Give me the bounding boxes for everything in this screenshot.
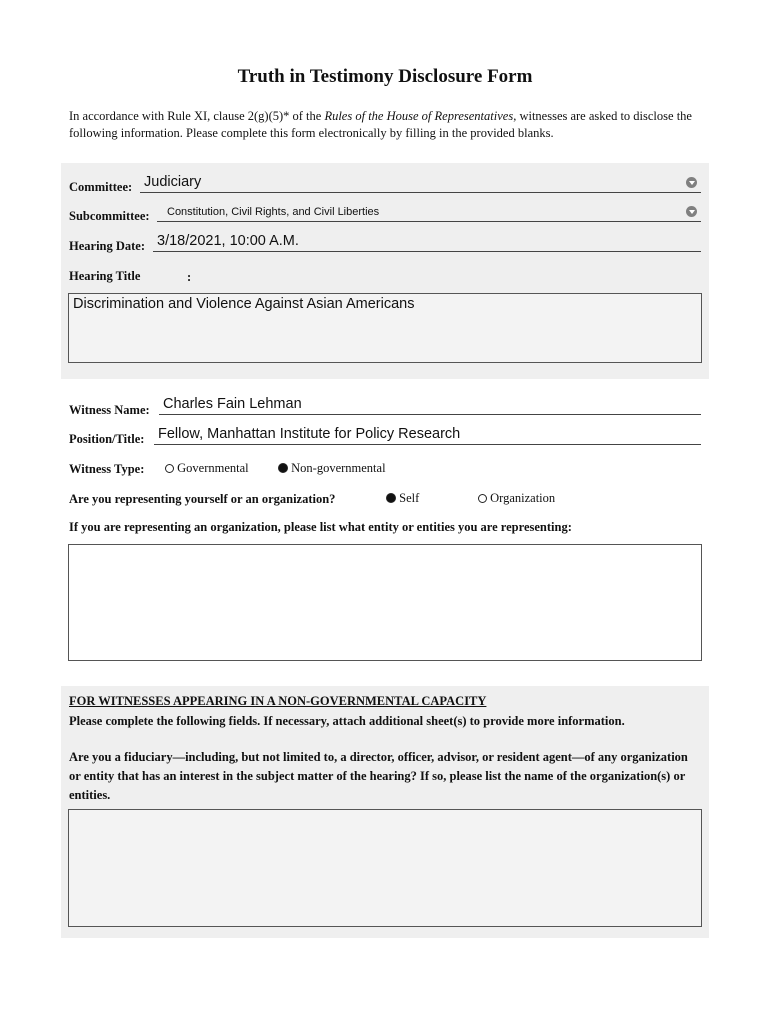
nongov-instructions: Please complete the following fields. If necessary, attach additional sheet(s) to provide more information.	[69, 714, 625, 728]
radio-button[interactable]	[165, 464, 174, 473]
subcommittee-label: Subcommittee:	[69, 209, 150, 223]
subcommittee-dropdown[interactable]	[157, 201, 701, 222]
intro-rules-title: Rules of the House of Representatives	[324, 109, 514, 123]
witness-type-non-governmental[interactable]	[278, 461, 386, 476]
fiduciary-value	[69, 810, 701, 814]
hearing-title-colon: :	[187, 270, 192, 284]
witness-type-governmental[interactable]	[165, 461, 249, 476]
representing-label: Are you representing yourself or an organization?	[69, 492, 336, 506]
subcommittee-value: Constitution, Civil Rights, and Civil Liberties	[167, 206, 380, 218]
dropdown-arrow-icon[interactable]	[686, 206, 697, 217]
hearing-date-field[interactable]	[153, 231, 701, 252]
radio-label-self: Self	[399, 491, 420, 505]
hearing-title-field[interactable]	[68, 293, 702, 363]
committee-value: Judiciary	[144, 174, 202, 190]
radio-label-organization: Organization	[490, 491, 556, 505]
committee-dropdown[interactable]	[140, 172, 701, 193]
radio-label-governmental: Governmental	[177, 461, 249, 475]
witness-name-value: Charles Fain Lehman	[163, 396, 302, 412]
fiduciary-field[interactable]	[68, 809, 702, 927]
hearing-date-value: 3/18/2021, 10:00 A.M.	[157, 233, 299, 249]
hearing-title-label: Hearing Title	[69, 269, 141, 283]
witness-name-label: Witness Name:	[69, 403, 150, 417]
witness-name-field[interactable]	[159, 394, 701, 415]
radio-button[interactable]	[478, 494, 487, 503]
nongov-heading: FOR WITNESSES APPEARING IN A NON-GOVERNMENTAL CAPACITY	[69, 694, 487, 708]
position-title-label: Position/Title:	[69, 432, 145, 446]
position-title-field[interactable]	[154, 424, 701, 445]
radio-button-selected[interactable]	[386, 493, 396, 503]
entities-value	[69, 545, 701, 549]
hearing-title-value: Discrimination and Violence Against Asian Americans	[73, 296, 415, 312]
representing-organization[interactable]	[478, 491, 555, 506]
form-title: Truth in Testimony Disclosure Form	[237, 66, 533, 87]
entities-label: If you are representing an organization, please list what entity or entities you are representing:	[69, 520, 572, 534]
intro-post: , witnesses are asked to disclose the following information. Please complete this form electronically by filling in the provided blanks.	[69, 109, 692, 140]
entities-field[interactable]	[68, 544, 702, 661]
radio-label-non-governmental: Non-governmental	[291, 461, 386, 475]
representing-self[interactable]	[386, 491, 419, 506]
witness-type-label: Witness Type:	[69, 462, 145, 476]
dropdown-arrow-icon[interactable]	[686, 177, 697, 188]
intro-paragraph	[69, 108, 709, 142]
radio-button-selected[interactable]	[278, 463, 288, 473]
position-title-value: Fellow, Manhattan Institute for Policy Research	[158, 426, 461, 442]
fiduciary-question: Are you a fiduciary—including, but not limited to, a director, officer, advisor, or resident agent—of any organization or entity that has an interest in the subject matter of the hearing? If so, please list the name of the organization(s) or entities.	[69, 750, 688, 802]
hearing-date-label: Hearing Date:	[69, 239, 146, 253]
committee-label: Committee:	[69, 180, 133, 194]
intro-pre: In accordance with Rule XI, clause 2(g)(5)* of the	[69, 109, 325, 123]
